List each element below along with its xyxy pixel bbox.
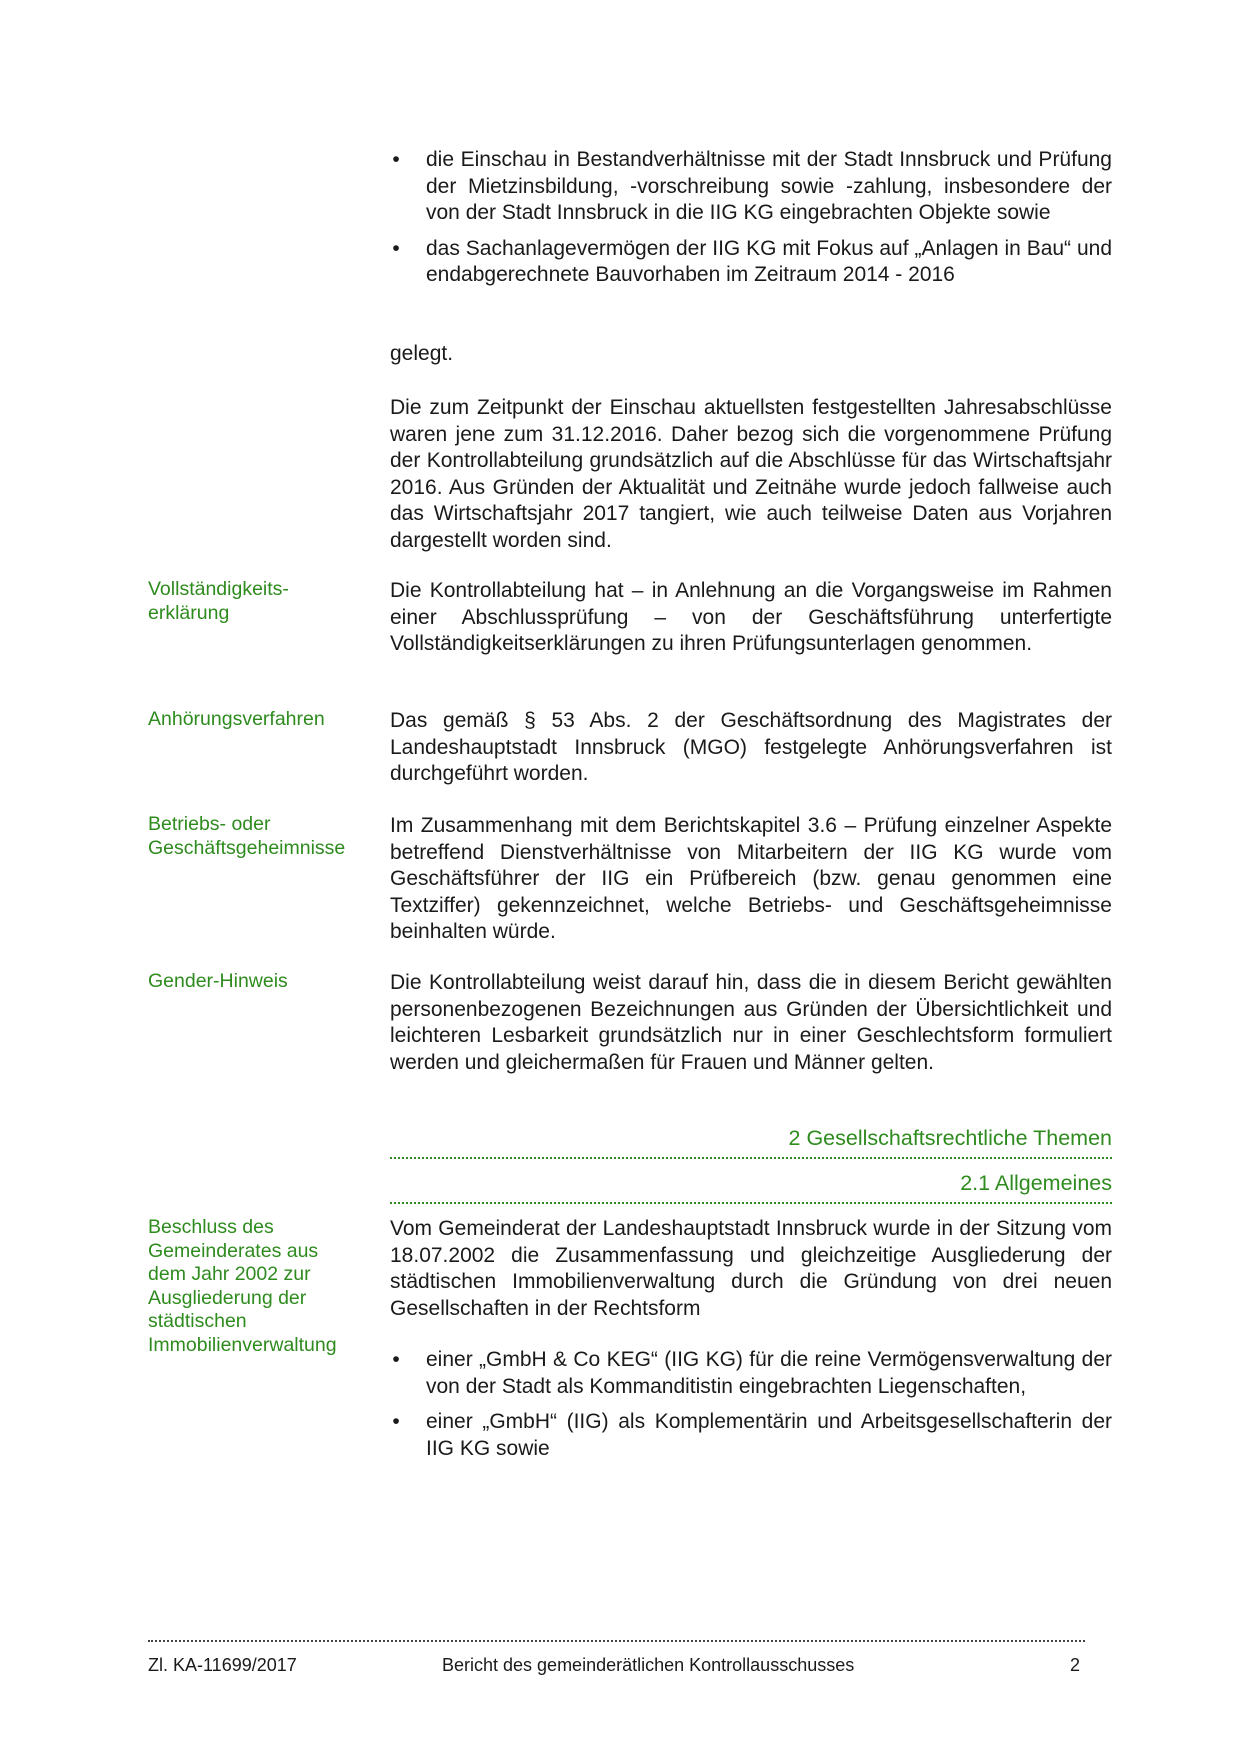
footer-page-number: 2 xyxy=(1070,1655,1081,1675)
bullet-icon: • xyxy=(392,148,400,171)
list-item-text: die Einschau in Bestandverhältnisse mit der Stadt Innsbruck und Prüfung der Mietzinsbildung, -vorschreibung sowie -zahlung, insbesondere der von der Stadt Innsbruck in die IIG KG eingebrachten Objekte sowie xyxy=(426,148,1112,225)
section-divider xyxy=(390,1202,1112,1204)
list-item xyxy=(390,1409,1112,1462)
bullet-icon: • xyxy=(392,236,400,260)
section-heading-2: 2 Gesellschaftsrechtliche Themen xyxy=(788,1126,1112,1150)
paragraph-beschluss: Vom Gemeinderat der Landeshauptstadt Innsbruck wurde in der Sitzung vom 18.07.2002 die Zusammenfassung und gleichzeitige Ausgliederung der städtischen Immobilienverwaltung durch die Gründung von drei neuen Gesellschaften in der Rechtsform xyxy=(390,1217,1112,1320)
margin-note-vollstaendigkeit: Vollständigkeits- erklärung xyxy=(148,578,289,624)
list-item-text: das Sachanlagevermögen der IIG KG mit Fokus auf „Anlagen in Bau“ und endabgerechnete Bauvorhaben im Zeitraum 2014 - 2016 xyxy=(426,236,1112,287)
list-item xyxy=(390,236,1112,289)
list-item xyxy=(390,1347,1112,1400)
bullet-icon: • xyxy=(392,1348,400,1371)
margin-note-gender: Gender-Hinweis xyxy=(148,970,288,992)
paragraph-anhoerung: Das gemäß § 53 Abs. 2 der Geschäftsordnung des Magistrates der Landeshauptstadt Innsbruck (MGO) festgelegte Anhörungsverfahren ist durchgeführt worden. xyxy=(390,709,1112,786)
footer-divider xyxy=(148,1640,1085,1642)
list-item-text: einer „GmbH“ (IIG) als Komplementärin und Arbeitsgesellschafterin der IIG KG sowie xyxy=(426,1410,1112,1460)
paragraph-gender: Die Kontrollabteilung weist darauf hin, dass die in diesem Bericht gewählten personenbezogenen Bezeichnungen aus Gründen der Übersichtlichkeit und leichteren Lesbarkeit grundsätzlich nur in einer Geschlechtsform formuliert werden und gleichermaßen für Frauen und Männer gelten. xyxy=(390,971,1112,1074)
margin-note-geheimnisse: Betriebs- oder Geschäftsgeheimnisse xyxy=(148,813,346,859)
paragraph-zeitpunkt: Die zum Zeitpunkt der Einschau aktuellsten festgestellten Jahresabschlüsse waren jene zum 31.12.2016. Daher bezog sich die vorgenommene Prüfung der Kontrollabteilung grundsätzlich auf die Abschlüsse für das Wirtschaftsjahr 2016. Aus Gründen der Aktualität und Zeitnähe wurde jedoch fallweise auch das Wirtschaftsjahr 2017 tangiert, wie auch teilweise Daten aus Vorjahren dargestellt worden sind. xyxy=(390,396,1112,552)
section-divider xyxy=(390,1157,1112,1159)
bullet-icon: • xyxy=(392,1410,400,1434)
paragraph-geheimnisse: Im Zusammenhang mit dem Berichtskapitel 3.6 – Prüfung einzelner Aspekte betreffend Dienstverhältnisse von Mitarbeitern der IIG KG wurde vom Geschäftsführer der IIG ein Prüfbereich (bzw. genau genommen eine Textziffer) gekennzeichnet, welche Betriebs- und Geschäftsgeheimnisse beinhalten würde. xyxy=(390,814,1112,944)
list-item-text: einer „GmbH & Co KEG“ (IIG KG) für die reine Vermögensverwaltung der von der Stadt als Kommanditistin eingebrachten Liegenschaften, xyxy=(426,1348,1112,1398)
beschluss-bullet-list xyxy=(390,1347,1112,1471)
section-heading-2-1: 2.1 Allgemeines xyxy=(960,1171,1112,1195)
paragraph-vollstaendigkeit: Die Kontrollabteilung hat – in Anlehnung an die Vorgangsweise im Rahmen einer Abschlussprüfung – von der Geschäftsführung unterfertigte Vollständigkeitserklärungen zu ihren Prüfungsunterlagen genommen. xyxy=(390,579,1112,656)
footer-title: Bericht des gemeinderätlichen Kontrollausschusses xyxy=(442,1655,855,1675)
margin-note-anhoerung: Anhörungsverfahren xyxy=(148,708,325,730)
paragraph-gelegt: gelegt. xyxy=(390,342,454,365)
footer-reference: Zl. KA-11699/2017 xyxy=(148,1655,297,1675)
intro-bullet-list xyxy=(390,147,1112,298)
list-item xyxy=(390,147,1112,227)
margin-note-beschluss: Beschluss des Gemeinderates aus dem Jahr 2002 zur Ausgliederung der städtischen Immobilienverwaltung xyxy=(148,1216,337,1356)
